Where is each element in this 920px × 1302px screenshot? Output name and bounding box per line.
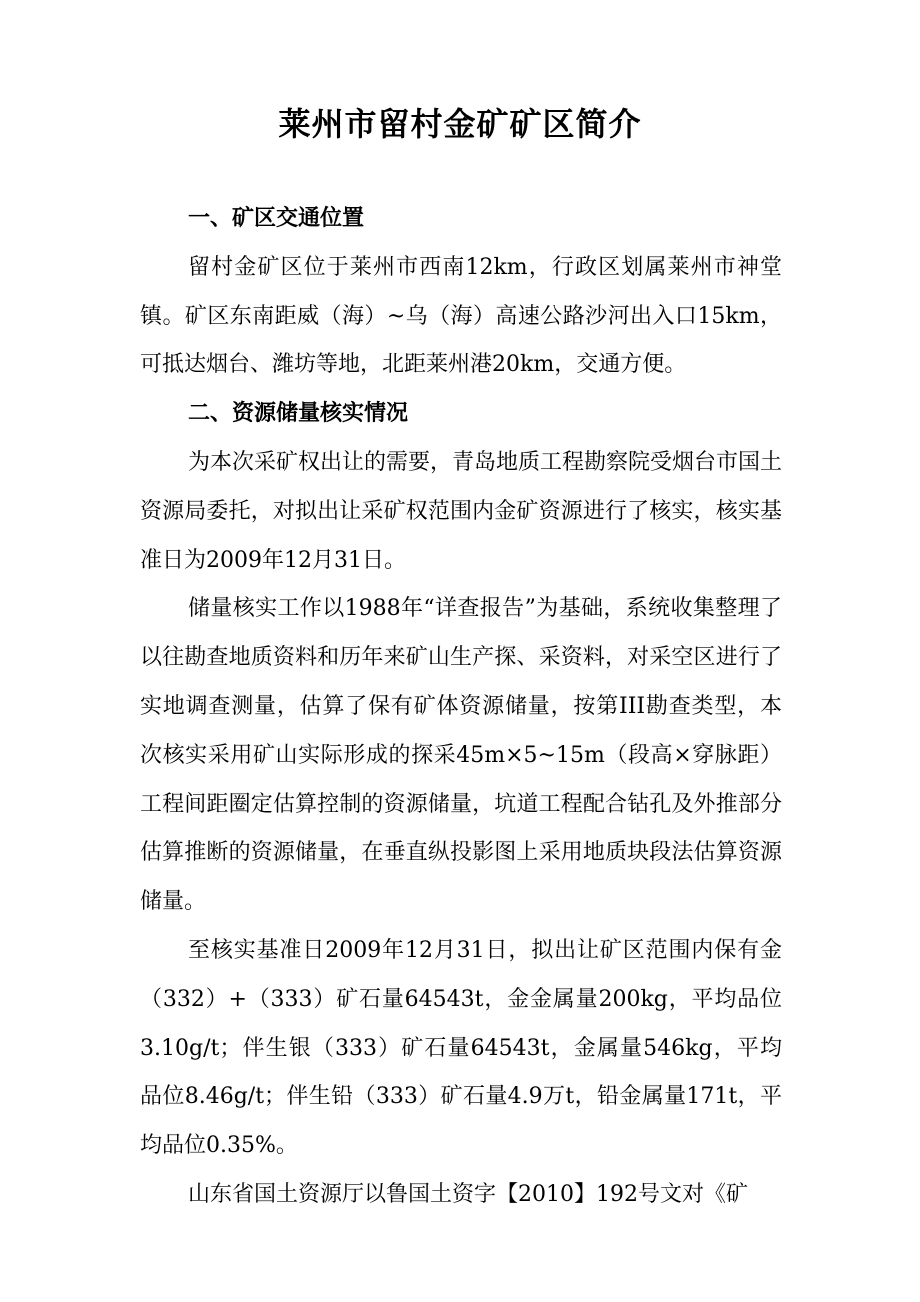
paragraph: 储量核实工作以1988年“详查报告”为基础，系统收集整理了以往勘查地质资料和历年来矿山生产探、采资料，对采空区进行了实地调查测量，估算了保有矿体资源储量，按第III勘查类型，本次核实采用矿山实际形成的探采45m×5~15m（段高×穿脉距）工程间距圈定估算控制的资源储量，坑道工程配合钻孔及外推部分估算推断的资源储量，在垂直纵投影图上采用地质块段法估算资源储量。 <box>140 596 782 915</box>
section-reserve-verification <box>140 390 782 1220</box>
paragraph: 至核实基准日2009年12月31日，拟出让矿区范围内保有金（332）+（333）矿石量64543t，金金属量200kg，平均品位3.10g/t；伴生银（333）矿石量64543t，金属量546kg，平均品位8.46g/t；伴生铅（333）矿石量4.9万t，铅金属量171t，平均品位0.35%。 <box>140 937 782 1159</box>
document-body <box>140 195 782 1220</box>
document-title: 莱州市留村金矿矿区简介 <box>278 105 642 143</box>
paragraph: 留村金矿区位于莱州市西南12km，行政区划属莱州市神堂镇。矿区东南距威（海）~乌（海）高速公路沙河出入口15km，可抵达烟台、潍坊等地，北距莱州港20km，交通方便。 <box>140 254 782 378</box>
paragraph: 为本次采矿权出让的需要，青岛地质工程勘察院受烟台市国土资源局委托，对拟出让采矿权范围内金矿资源进行了核实，核实基准日为2009年12月31日。 <box>140 449 783 573</box>
section-heading: 二、资源储量核实情况 <box>188 401 409 427</box>
section-traffic-location <box>140 195 782 390</box>
paragraph: 山东省国土资源厅以鲁国土资字【2010】192号文对《矿 <box>188 1181 748 1207</box>
section-heading: 一、矿区交通位置 <box>188 206 365 231</box>
